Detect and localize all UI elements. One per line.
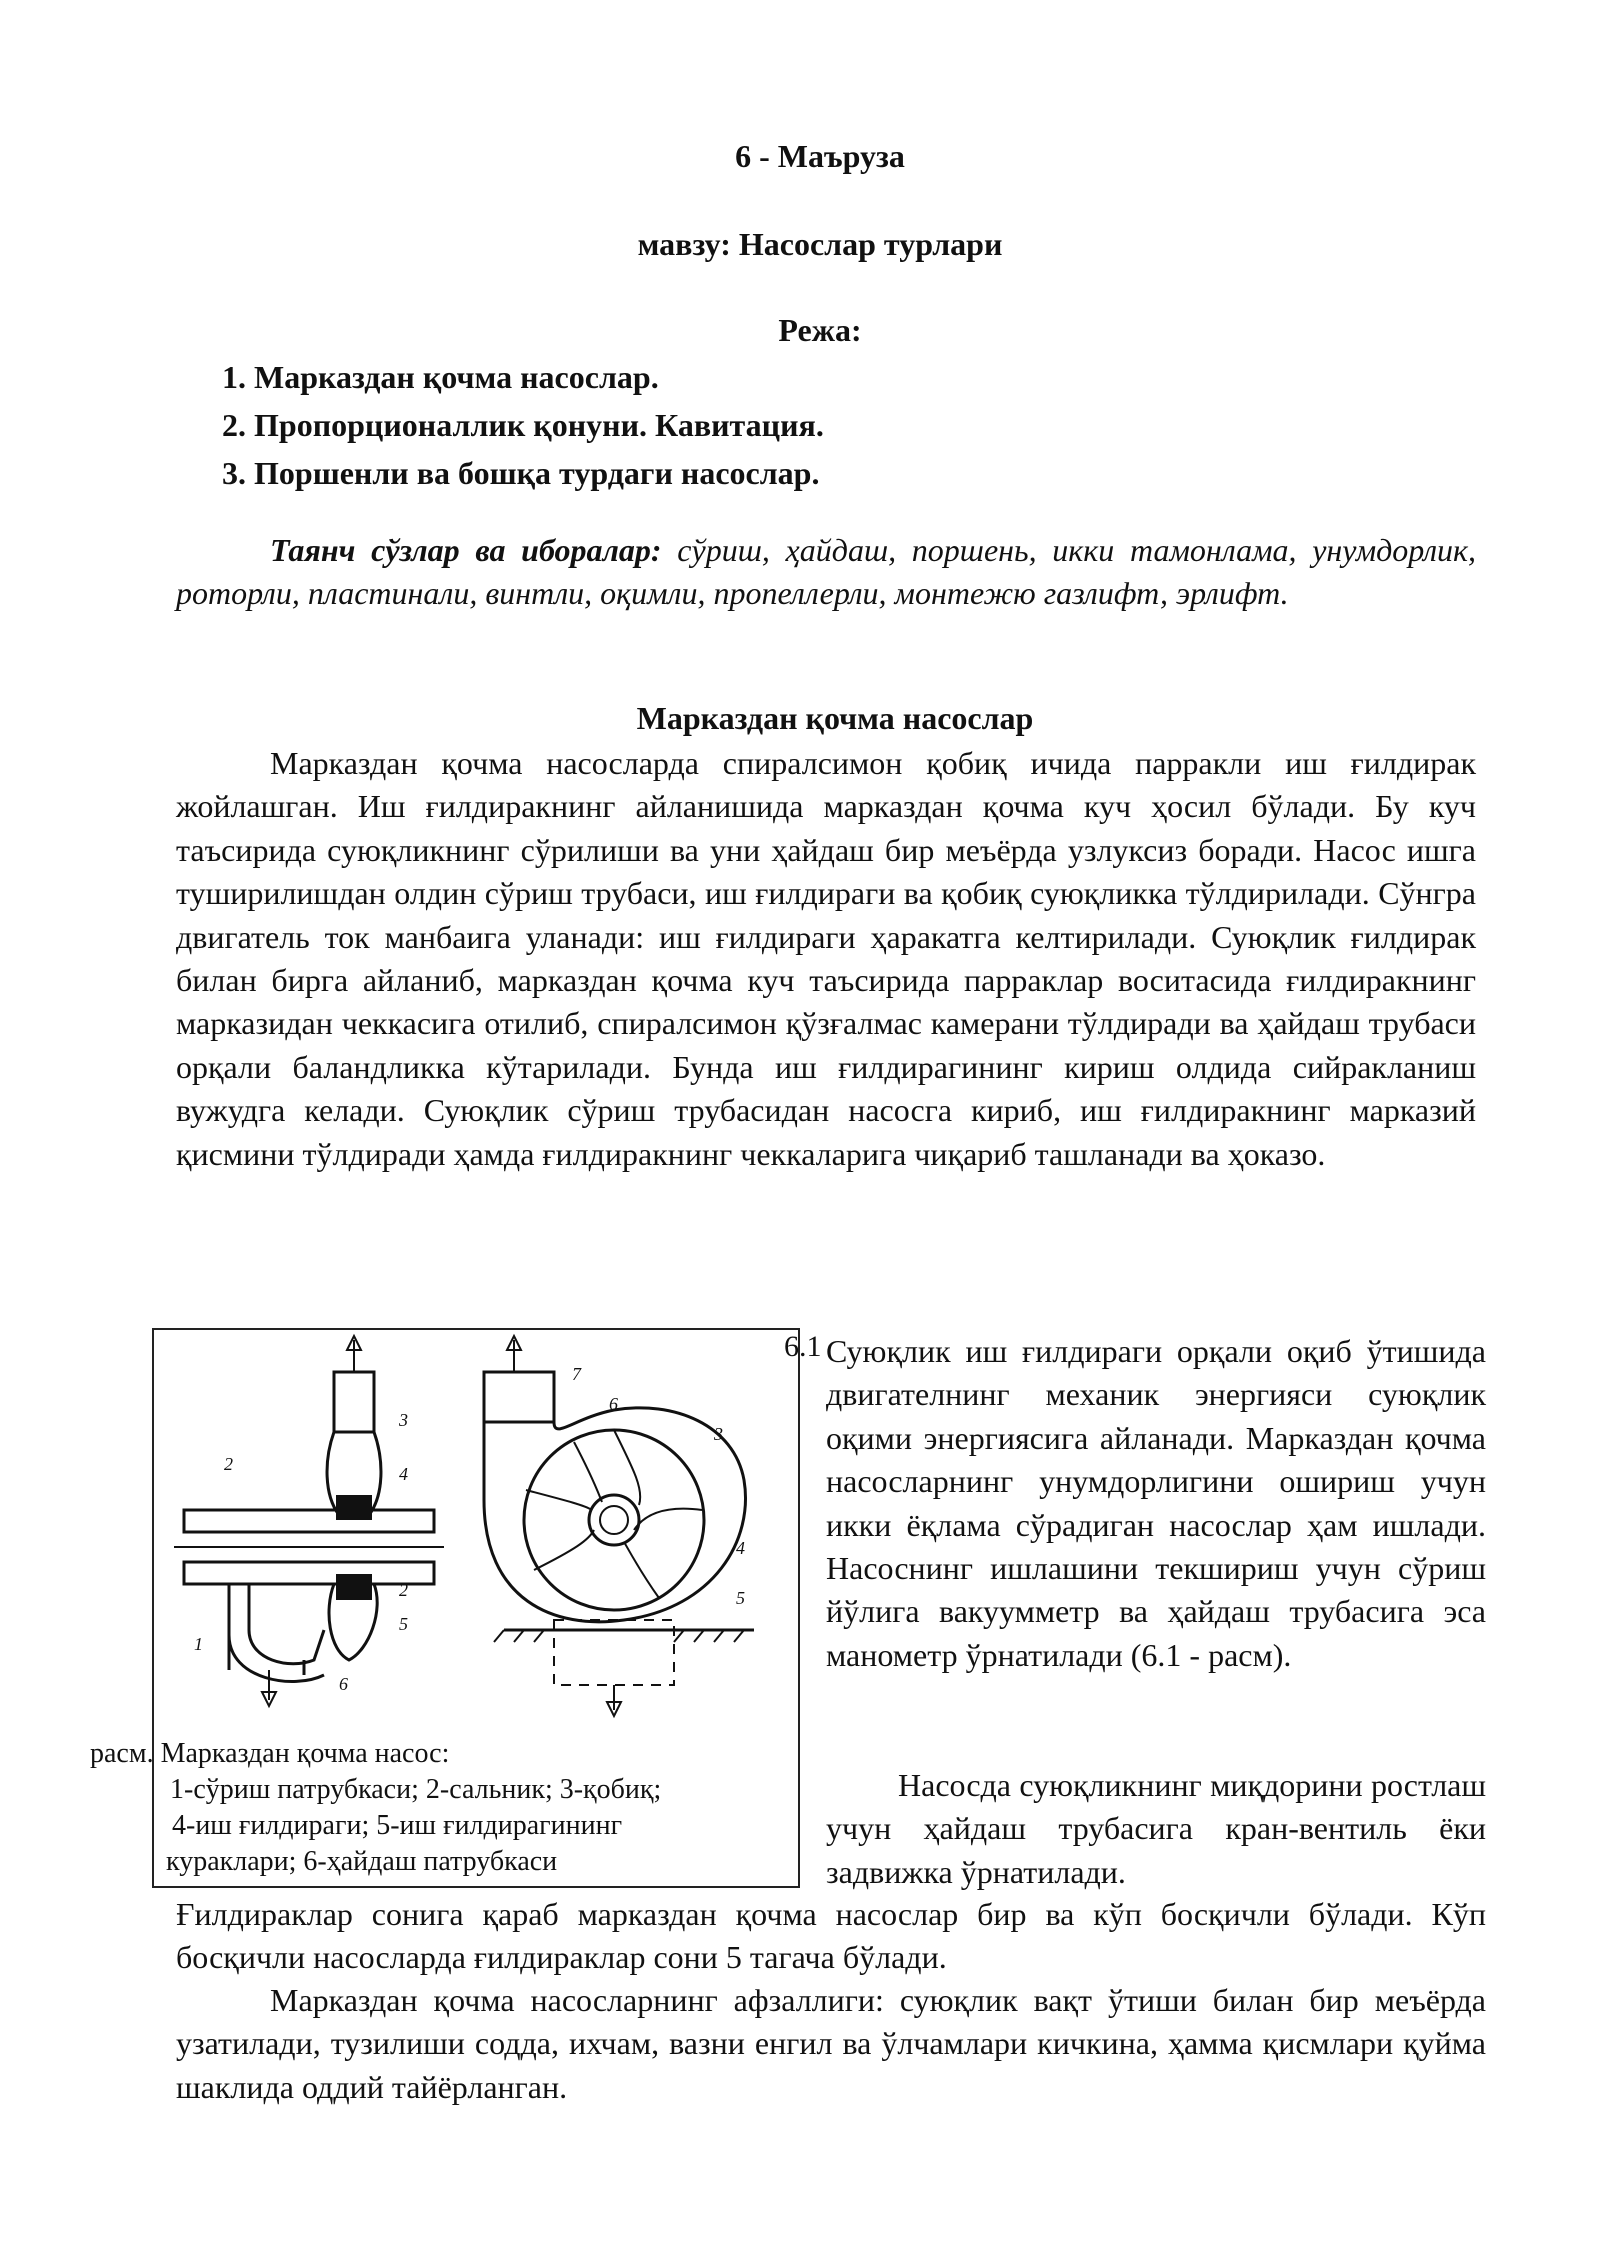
plan-item: 1. Марказдан қочма насослар.	[222, 359, 659, 395]
main-paragraph: Марказдан қочма насосларда спиралсимон қобиқ ичида парракли иш ғилдирак жойлашган. Иш ғилдиракнинг айланишида марказдан қочма куч ҳосил бўлади. Бу куч таъсирида суюқликнинг сўрилиши ва уни ҳайдаш бир меъёрда узлуксиз боради. Насос ишга туширилишдан олдин сўриш трубаси, иш ғилдираги ва қобиқ суюқликка тўлдирилади. Сўнгра двигатель ток манбаига уланади: иш ғилдираги ҳаракатга келтирилади. Суюқлик ғилдирак билан бирга айланиб, марказдан қочма куч таъсирида парраклар воситасида ғилдиракнинг марказидан чеккасига отилиб, спиралсимон қўзғалмас камерани тўлдиради ва ҳайдаш трубаси орқали баландликка кўтарилади. Бунда иш ғилдирагининг кириш олдида сийракланиш вужудга келади. Суюқлик сўриш трубасидан насосга кириб, иш ғилдиракнинг марказий қисмини тўлдиради ҳамда ғилдиракнинг чеккаларига чиқариб ташланади ва ҳоказо.	[176, 745, 1476, 1172]
part-number: 6	[609, 1394, 618, 1414]
figure-number: 6.1	[784, 1330, 822, 1363]
part-number: 3	[399, 1410, 408, 1430]
part-number: 4	[736, 1538, 745, 1558]
plan-item: 2. Пропорционаллик қонуни. Кавитация.	[222, 407, 824, 443]
last-paragraph: Марказдан қочма насосларнинг афзаллиги: суюқлик вақт ўтиши билан бир меъёрда узатилади, тузилиши содда, ихчам, вазни енгил ва ўлчамлари кичкина, ҳамма қисмлари қуйма шаклида оддий тайёрланган.	[176, 1982, 1486, 2105]
pump-front-view	[484, 1336, 754, 1716]
keywords-paragraph	[176, 529, 1476, 616]
plan-list	[222, 353, 1422, 497]
side-paragraph-2: Насосда суюқликнинг миқдорини ростлаш учун ҳайдаш трубасига кран-вентиль ёки задвижка ўрнатилади.	[826, 1767, 1486, 1890]
plan-title: Режа:	[778, 312, 862, 348]
side-paragraph: Суюқлик иш ғилдираги орқали оқиб ўтишида двигателнинг механик энергияси суюқлик оқими энергиясига айланади. Марказдан қочма насосларнинг унумдорлигини ошириш учун икки ёқлама сўрадиган насослар ҳам ишлади. Насоснинг ишлашини текшириш учун сўриш йўлига вакуумметр ва ҳайдаш трубасига эса манометр ўрнатилади (6.1 - расм).	[826, 1333, 1486, 1673]
lecture-title: 6 - Маъруза	[735, 138, 905, 174]
part-number: 7	[572, 1364, 581, 1384]
section-heading: Марказдан қочма насослар	[636, 700, 1034, 736]
keywords-label: Таянч сўзлар ва иборалар:	[270, 532, 662, 568]
figure-caption	[90, 1736, 790, 1880]
caption-line: 4-иш ғилдираги; 5-иш ғилдирагининг	[172, 1810, 623, 1841]
keywords-text: сўриш, ҳайдаш, поршень, икки тамонлама, унумдорлик, роторли, пластинали, винтли, оқимли, пропеллерли, монтежю газлифт, эрлифт.	[176, 532, 1477, 612]
part-number: 3	[714, 1424, 723, 1444]
part-number: 5	[736, 1588, 745, 1608]
part-number: 5	[399, 1614, 408, 1634]
part-number: 1	[194, 1634, 203, 1654]
topic-title: мавзу: Насослар турлари	[637, 226, 1003, 262]
pump-diagram	[154, 1330, 798, 1720]
part-number: 2	[224, 1454, 233, 1474]
caption-line: кураклари; 6-ҳайдаш патрубкаси	[166, 1846, 558, 1877]
part-number: 6	[339, 1674, 348, 1694]
plan-item: 3. Поршенли ва бошқа турдаги насослар.	[222, 455, 820, 491]
part-number: 2	[399, 1580, 408, 1600]
part-number: 4	[399, 1464, 408, 1484]
paragraph-after-figure: Ғилдираклар сонига қараб марказдан қочма насослар бир ва кўп босқичли бўлади. Кўп босқичли насосларда ғилдираклар сони 5 тагача бўлади.	[176, 1896, 1486, 1976]
caption-line: 1-сўриш патрубкаси; 2-сальник; 3-қобиқ;	[170, 1774, 662, 1805]
caption-line: расм. Марказдан қочма насос:	[90, 1738, 450, 1769]
pump-section-view	[174, 1336, 444, 1706]
